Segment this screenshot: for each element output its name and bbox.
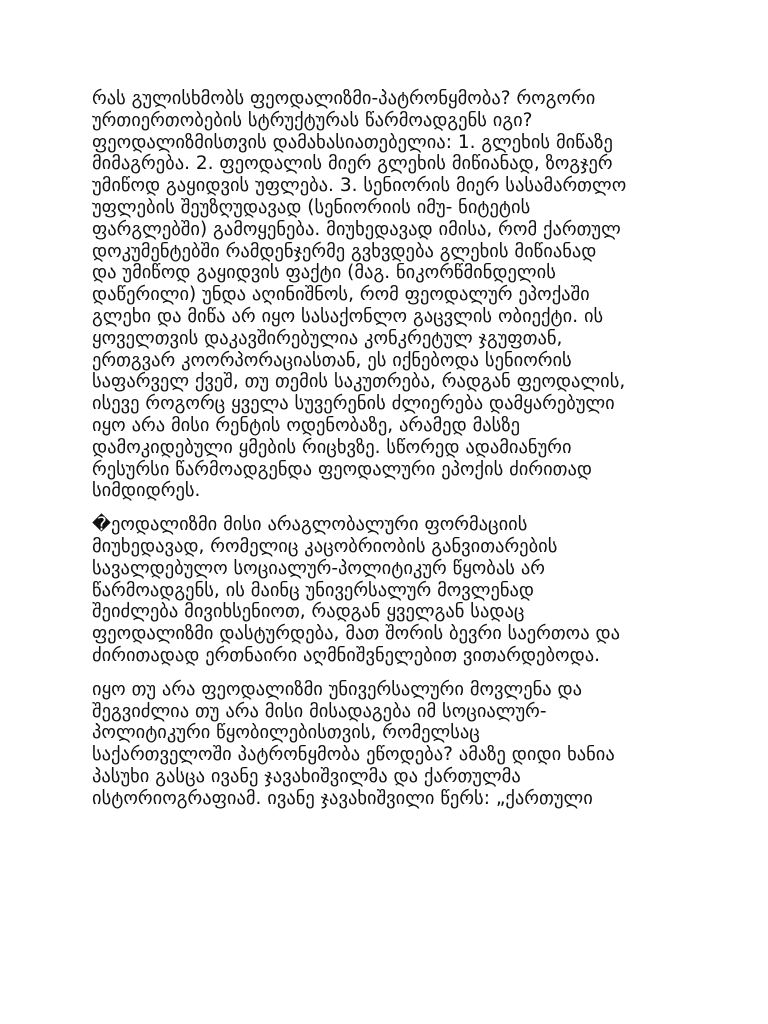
text-line: ისევე როგორც ყველა სუვერენის ძლიერება დამყარებული	[92, 393, 615, 415]
text-line: ფარგლებში) გამოყენება. მიუხედავად იმისა, რომ ქართულ	[92, 218, 621, 240]
text-line: სიმდიდრეს.	[92, 480, 201, 502]
text-line: შეგვიძლია თუ არა მისი მისადაგება იმ სოციალურ-	[92, 700, 547, 722]
text-line: ურთიერთობების სტრუქტურას წარმოადგენს იგი?	[92, 109, 533, 131]
text-line: უმიწოდ გაყიდვის უფლება. 3. სენიორის მიერ სასამართლო	[92, 175, 627, 197]
paragraph-1	[92, 88, 682, 502]
text-line: და უმიწოდ გაყიდვის ფაქტი (მაგ. ნიკორწმინდელის	[92, 262, 556, 284]
text-line: იყო თუ არა ფეოდალიზმი უნივერსალური მოვლენა და	[92, 678, 583, 700]
text-line: შეიძლება მივიხსენიოთ, რადგან ყველგან სადაც	[92, 601, 525, 623]
text-line: იყო არა მისი რენტის ოდენობაზე, არამედ მასზე	[92, 414, 520, 436]
text-line: ისტორიოგრაფიამ. ივანე ჯავახიშვილი წერს: „ქართული	[92, 787, 593, 809]
text-line: ერთგვარ კოორპორაციასთან, ეს იქნებოდა სენიორის	[92, 349, 572, 371]
text-line: პოლიტიკური წყობილებისთვის, რომელსაც	[92, 722, 480, 744]
text-line: მიუხედავად, რომელიც კაცობრიობის განვითარების	[92, 535, 558, 557]
text-line: ფეოდალიზმისთვის დამახასიათებელია: 1. გლეხის მიწაზე	[92, 131, 613, 153]
text-line: დაწერილი) უნდა აღინიშნოს, რომ ფეოდალურ ეპოქაში	[92, 284, 590, 306]
text-line: წარმოადგენს, ის მაინც უნივერსალურ მოვლენად	[92, 579, 535, 601]
text-line: გლეხი და მიწა არ იყო სასაქონლო გაცვლის ობიექტი. ის	[92, 305, 604, 327]
text-line: უფლების შეუზღუდავად (სენიორიის იმუ- ნიტეტის	[92, 196, 531, 218]
text-line: ძირითადად ერთნაირი აღმნიშვნელებით ვითარდებოდა.	[92, 644, 600, 666]
document-page	[92, 88, 682, 810]
text-line: ყოველთვის დაკავშირებულია კონკრეტულ ჯგუფთან,	[92, 327, 563, 349]
text-line: რესურსი წარმოადგენდა ფეოდალური ეპოქის ძირითად	[92, 458, 593, 480]
paragraph-3	[92, 679, 682, 810]
text-line: მიმაგრება. 2. ფეოდალის მიერ გლეხის მიწიანად, ზოგჯერ	[92, 153, 613, 175]
text-line: �ეოდალიზმი მისი არაგლობალური ფორმაციის	[92, 514, 528, 536]
text-line: რას გულისხმობს ფეოდალიზმი-პატრონყმობა? როგორი	[92, 88, 596, 109]
paragraph-2	[92, 514, 682, 667]
text-line: დოკუმენტებში რამდენჯერმე გვხვდება გლეხის მიწიანად	[92, 240, 597, 262]
text-line: სავალდებულო სოციალურ-პოლიტიკურ წყობას არ	[92, 557, 545, 579]
text-line: პასუხი გასცა ივანე ჯავახიშვილმა და ქართულმა	[92, 765, 521, 787]
text-line: საქართველოში პატრონყმობა ეწოდება? ამაზე დიდი ხანია	[92, 744, 615, 766]
text-line: დამოკიდებული ყმების რიცხვზე. სწორედ ადამიანური	[92, 436, 572, 458]
text-line: საფარველ ქვეშ, თუ თემის საკუთრება, რადგან ფეოდალის,	[92, 371, 626, 393]
text-line: ფეოდალიზმი დასტურდება, მათ შორის ბევრი საერთოა და	[92, 623, 621, 645]
